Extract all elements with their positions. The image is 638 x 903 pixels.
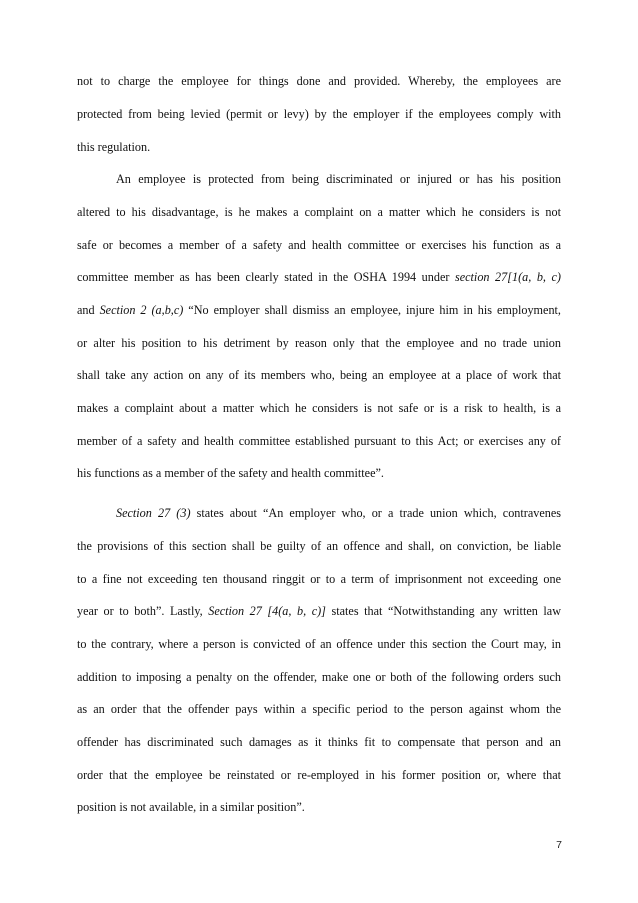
section-27-3-reference: Section 27 (3) (116, 506, 191, 520)
paragraph-3-line-4-lead: year or to both”. Lastly, (77, 604, 209, 618)
paragraph-2-line-2: altered to his disadvantage, is he makes a complaint on a matter which he considers is not (77, 205, 561, 219)
paragraph-2-line-7: shall take any action on any of its members who, being an employee at a place of work that (77, 368, 561, 382)
section-2-reference: Section 2 (a,b,c) (99, 303, 184, 317)
paragraph-3-line-5: to the contrary, where a person is convicted of an offence under this section the Court may, in (77, 637, 561, 651)
paragraph-2-line-4 (77, 269, 561, 285)
paragraph-2-line-3: safe or becomes a member of a safety and health committee or exercises his function as a (77, 238, 561, 252)
paragraph-3-line-1-text: states about “An employer who, or a trade union which, contravenes (190, 506, 561, 520)
paragraph-3-line-8: offender has discriminated such damages as it thinks fit to compensate that person and an (77, 735, 561, 749)
paragraph-3-line-1 (116, 505, 561, 521)
paragraph-3-line-6: addition to imposing a penalty on the offender, make one or both of the following orders such (77, 670, 561, 684)
section-27-1-reference: section 27[1(a, b, c) (454, 270, 561, 284)
paragraph-3-line-9: order that the employee be reinstated or re-employed in his former position or, where that (77, 768, 561, 782)
paragraph-2-line-9: member of a safety and health committee established pursuant to this Act; or exercises any of (77, 434, 561, 448)
paragraph-2-line-8: makes a complaint about a matter which he considers is not safe or is a risk to health, is a (77, 401, 561, 415)
paragraph-3-line-4 (77, 603, 561, 619)
paragraph-2-line-5-text: “No employer shall dismiss an employee, injure him in his employment, (183, 303, 561, 317)
paragraph-2-line-10: his functions as a member of the safety and health committee”. (77, 466, 384, 480)
paragraph-1-line-2: protected from being levied (permit or levy) by the employer if the employees comply with (77, 107, 561, 121)
page-number: 7 (556, 839, 562, 851)
paragraph-2-line-1: An employee is protected from being discriminated or injured or has his position (116, 172, 561, 186)
paragraph-1-line-3: this regulation. (77, 140, 151, 154)
paragraph-3-line-10: position is not available, in a similar position”. (77, 800, 305, 814)
paragraph-3-line-3: to a fine not exceeding ten thousand ringgit or to a term of imprisonment not exceeding one (77, 572, 561, 586)
paragraph-2-line-5 (77, 302, 561, 318)
paragraph-2-line-5-lead: and (77, 303, 100, 317)
paragraph-3-line-7: as an order that the offender pays within a specific period to the person against whom the (77, 702, 561, 716)
section-27-4-reference: Section 27 [4(a, b, c)] (208, 604, 326, 618)
paragraph-3-line-2: the provisions of this section shall be guilty of an offence and shall, on conviction, be liable (77, 539, 561, 553)
paragraph-2-line-4-text: committee member as has been clearly stated in the OSHA 1994 under (77, 270, 455, 284)
paragraph-3-line-4-text: states that “Notwithstanding any written law (325, 604, 561, 618)
paragraph-1-line-1: not to charge the employee for things done and provided. Whereby, the employees are (77, 74, 561, 88)
paragraph-2-line-6: or alter his position to his detriment by reason only that the employee and no trade union (77, 336, 561, 350)
